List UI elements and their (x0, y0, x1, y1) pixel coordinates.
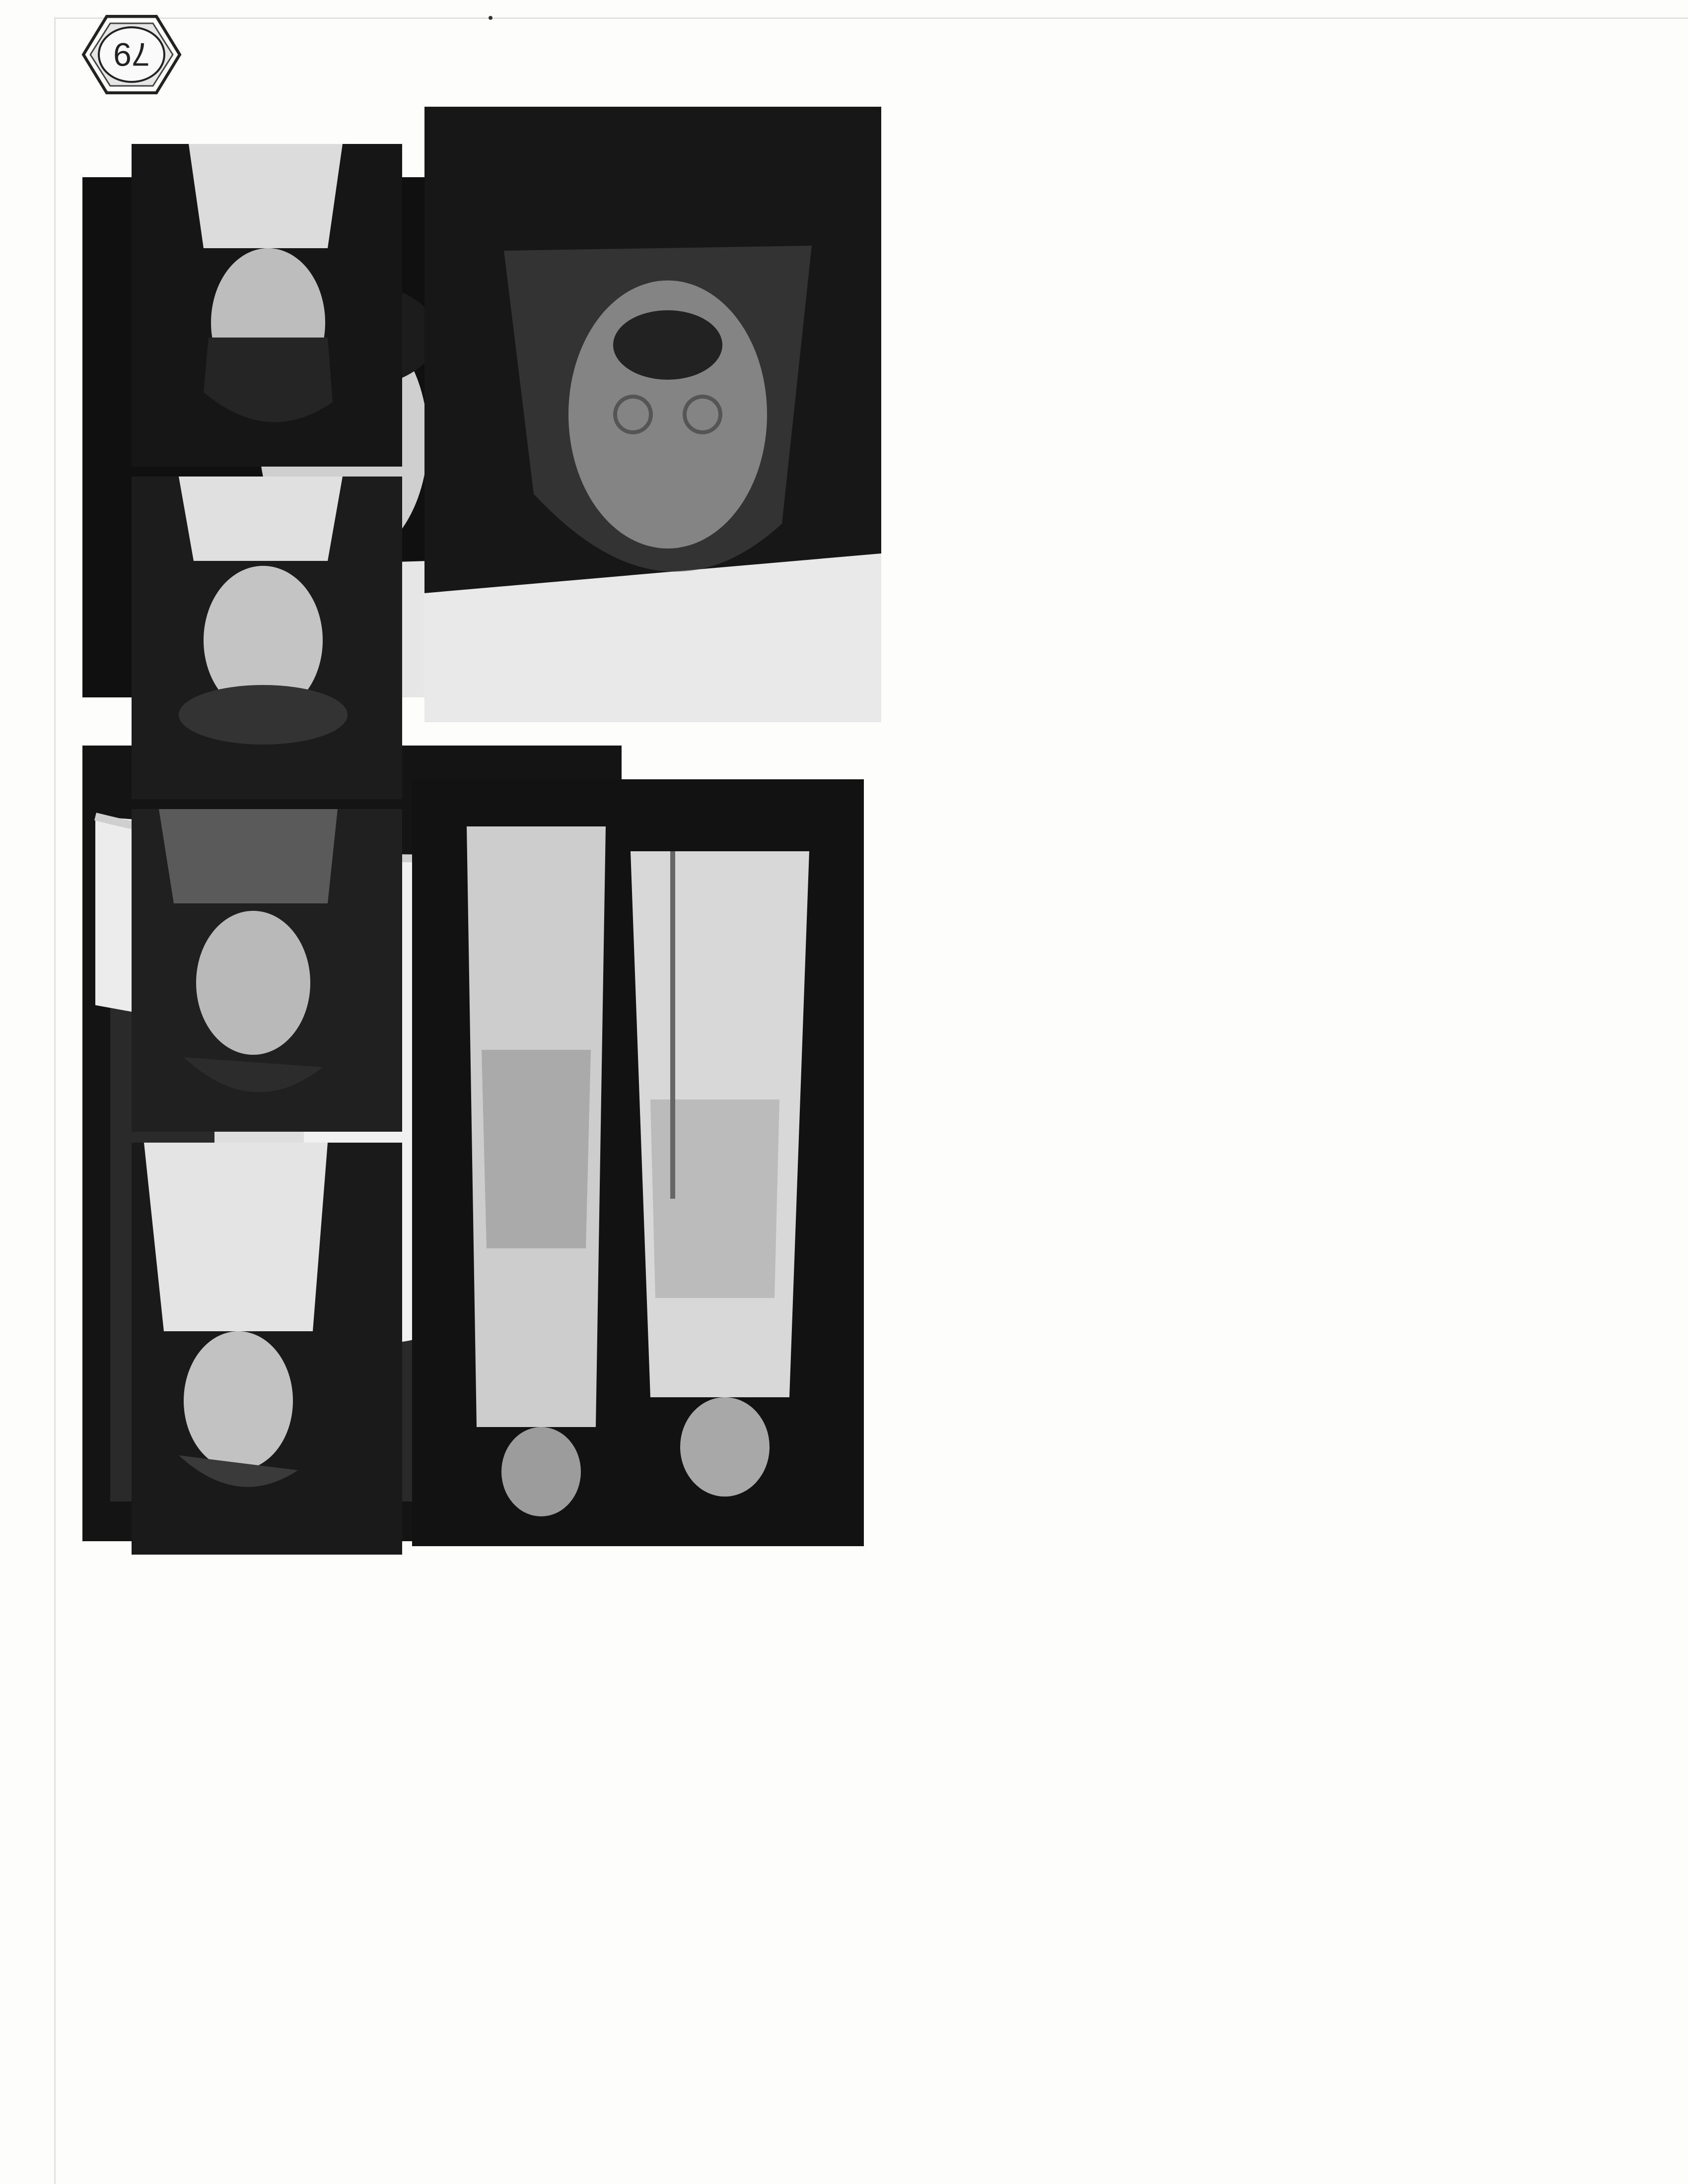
portrait-1 (132, 1143, 402, 1555)
portrait-3 (132, 477, 402, 799)
scan-speck (489, 16, 492, 20)
portrait-4 (132, 144, 402, 467)
page-number: 79 (113, 36, 150, 73)
page-number-badge (79, 12, 184, 97)
photo-girl-laughing (424, 107, 881, 722)
portrait-2 (132, 809, 402, 1132)
photo-couple-stage (412, 779, 864, 1546)
